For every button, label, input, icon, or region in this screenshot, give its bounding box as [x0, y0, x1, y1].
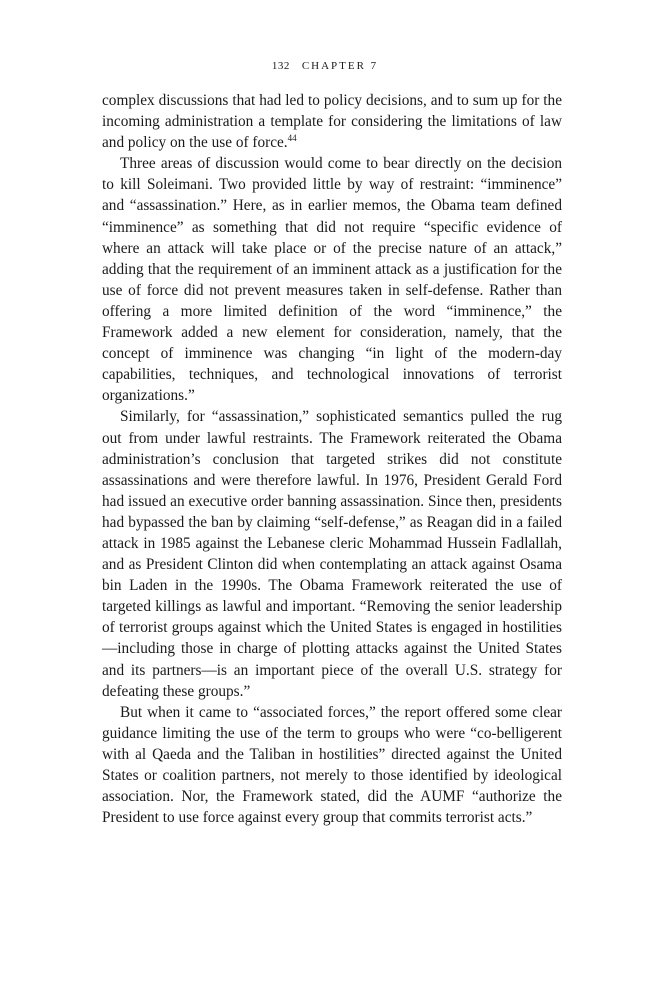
page-number: 132 — [271, 60, 290, 72]
footnote-marker: 44 — [287, 133, 297, 144]
paragraph-1 — [102, 90, 562, 153]
body-text — [102, 90, 562, 828]
chapter-heading: CHAPTER 7 — [301, 60, 379, 72]
paragraph-1-text: complex discussions that had led to policy decisions, and to sum up for the incoming administration a template for considering the limitations of law and policy on the use of force. — [102, 92, 562, 152]
running-head — [0, 60, 650, 72]
paragraph-4: But when it came to “associated forces,” the report offered some clear guidance limiting the use of the term to groups who were “co-belligerent with al Qaeda and the Taliban in hostilities” directed against the United States or coalition partners, not merely to those identified by ideological association. Nor, the Framework stated, did the AUMF “authorize the President to use force against every group that commits terrorist acts.” — [102, 703, 562, 827]
paragraph-2: Three areas of discussion would come to bear directly on the decision to kill Soleimani. Two provided little by way of restraint: “imminence” and “assassination.” Here, as in earlier memos, the Obama team defined “imminence” as something that did not require “specific evidence of where an attack will take place or of the precise nature of an attack,” adding that the requirement of an imminent attack as a justification for the use of force did not prevent measures taken in self-defense. Rather than offering a more limited definition of the word “imminence,” the Framework added a new element for consideration, namely, that the concept of imminence was changing “in light of the modern-day capabilities, techniques, and technological innovations of terrorist organizations.” — [102, 155, 562, 405]
paragraph-3: Similarly, for “assassination,” sophisticated semantics pulled the rug out from under lawful restraints. The Framework reiterated the Obama administration’s conclusion that targeted strikes did not constitute assassinations and were therefore lawful. In 1976, President Gerald Ford had issued an executive order banning assassination. Since then, presidents had bypassed the ban by claiming “self-defense,” as Reagan did in a failed attack in 1985 against the Lebanese cleric Mohammad Hussein Fadlallah, and as President Clinton did when contemplating an attack against Osama bin Laden in the 1990s. The Obama Framework reiterated the use of targeted killings as lawful and important. “Removing the senior leadership of terrorist groups against which the United States is engaged in hostilities—including those in charge of plotting attacks against the United States and its partners—is an important piece of the overall U.S. strategy for defeating these groups.” — [102, 408, 562, 700]
